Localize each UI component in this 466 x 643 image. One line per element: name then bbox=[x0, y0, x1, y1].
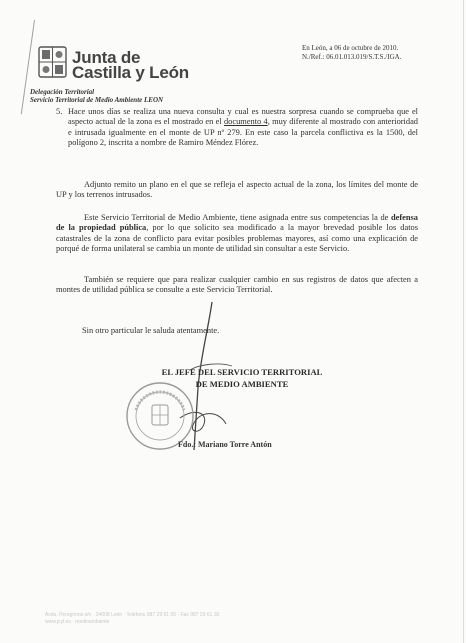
org-name-line2: Castilla y León bbox=[72, 63, 189, 82]
delegation-block bbox=[30, 88, 163, 104]
org-name-line1: Junta de bbox=[72, 48, 141, 67]
public-property-defense: defensa de la propiedad pública bbox=[56, 213, 418, 233]
signatory-title-line2: DE MEDIO AMBIENTE bbox=[195, 379, 289, 389]
salutation: Sin otro particular le saluda atentamente. bbox=[82, 326, 220, 335]
scan-edge-right bbox=[463, 0, 464, 643]
service-text-before: Este Servicio Territorial de Medio Ambiente, tiene asignada entre sus competencias la de bbox=[84, 213, 391, 222]
document-4-link[interactable]: documento 4 bbox=[223, 117, 268, 127]
item-body bbox=[68, 107, 418, 149]
item-number: 5. bbox=[56, 107, 63, 116]
junta-logo bbox=[38, 40, 238, 88]
signatory-title bbox=[142, 366, 342, 390]
delegation-name: Delegación Territorial bbox=[30, 88, 95, 96]
footer-web: www.jcyl.es · medioambiente bbox=[45, 619, 110, 625]
signatory-title-line1: EL JEFE DEL SERVICIO TERRITORIAL bbox=[161, 367, 323, 377]
footer-address: Avda. Peregrinos s/n · 24008 León · Teléfono 987 29 61 00 · Fax 987 29 61 30 bbox=[45, 612, 220, 618]
item-5-paragraph bbox=[56, 107, 418, 149]
item-text-after: , muy diferente al mostrado con anterioridad e intrusada igualmente en el monte de UP nº 279. En este caso la parcela conflictiva es la 1500, del polígono 2, inscrita a nombre de Ramiro Méndez Flórez. bbox=[68, 117, 418, 148]
item-text-before: Hace unos días se realiza una nueva consulta y cual es nuestra sorpresa cuando se comprueba que el aspecto actual de la zona es el mostrado en el bbox=[68, 107, 418, 127]
reference-number: N./Ref.: 06.01.013.019/S.T.S./IGA. bbox=[302, 53, 402, 61]
service-paragraph bbox=[56, 213, 418, 255]
plan-paragraph: Adjunto remito un plano en el que se refleja el aspecto actual de la zona, los límites del monte de UP y los terrenos intrusados. bbox=[56, 180, 418, 200]
coat-of-arms-icon bbox=[38, 46, 67, 80]
signatory-name: Fdo.: Mariano Torre Antón bbox=[178, 440, 272, 449]
service-name: Servicio Territorial de Medio Ambiente LEON bbox=[30, 96, 164, 104]
date-line: En León, a 06 de octubre de 2010. bbox=[302, 44, 399, 52]
reference-block bbox=[302, 44, 401, 62]
logo-wordmark bbox=[72, 50, 189, 80]
service-text-after: , por lo que solicito sea modificado a la mayor brevedad posible los datos catastrales de la zona de conflicto para evitar posibles problemas mayores, así como una explicación de porqué de forma unilateral se cambia un monte de utilidad sin consultar a este Servicio. bbox=[56, 223, 418, 254]
page-footer bbox=[45, 612, 445, 626]
registry-paragraph: También se requiere que para realizar cualquier cambio en sus registros de datos que afecten a montes de utilidad pública se consulte a este Servicio Territorial. bbox=[56, 275, 418, 295]
